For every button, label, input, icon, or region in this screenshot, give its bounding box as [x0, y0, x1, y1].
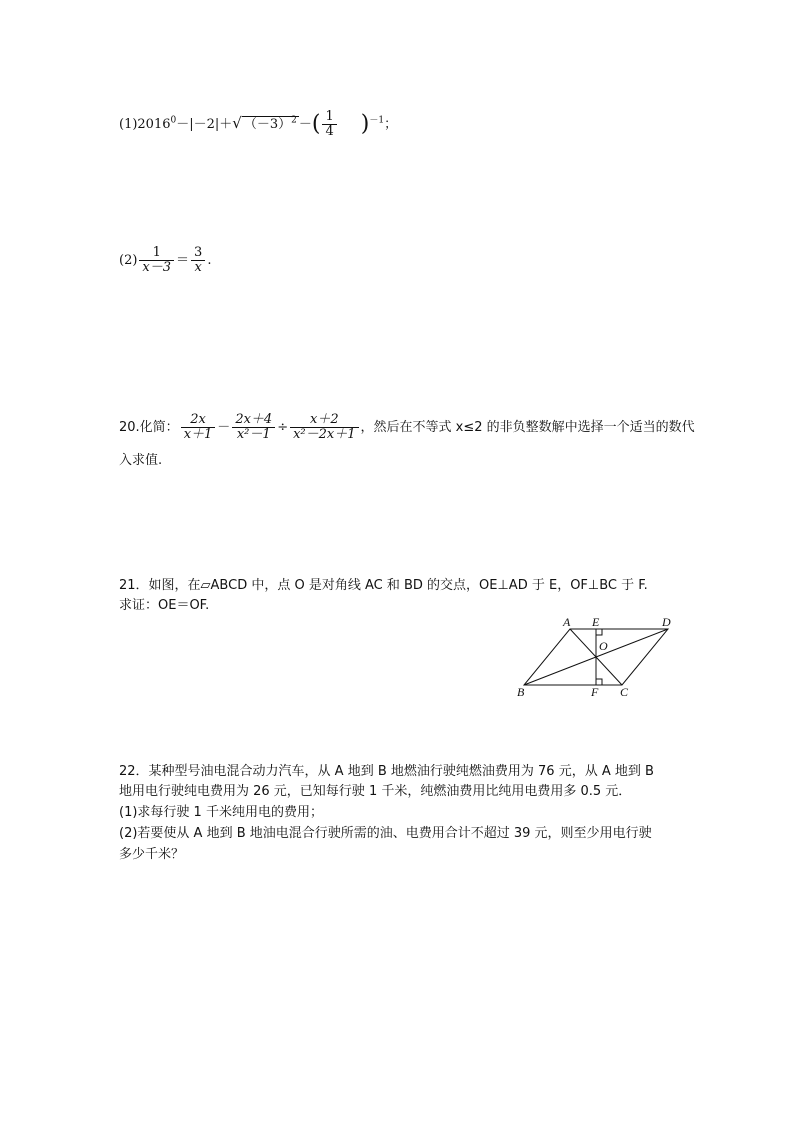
- q19-p1-fraction: $\frac{1}{4}$: [322, 110, 336, 139]
- label-b: B: [517, 685, 525, 699]
- q19-p1-end: ；: [384, 117, 398, 132]
- q22-line2: 地用电行驶纯电费用为 26 元，已知每行驶 1 千米，纯燃油费用比纯用电费用多 0.5 元．: [119, 784, 632, 799]
- q19-p2-end: .: [207, 253, 212, 268]
- q20-frac1: $\frac{2x}{x+1}$: [181, 413, 216, 442]
- q19-p1-radicand: $(-3)^2$: [243, 115, 297, 132]
- label-f: F: [591, 685, 599, 699]
- q20-frac2: $\frac{2x+4}{\text{x²－1}}$: [232, 413, 275, 442]
- q19-p1-minus: －: [298, 117, 312, 132]
- q19-p1-prefix: (1)2016: [119, 117, 171, 132]
- q21-line1: 21．如图，在▱ABCD 中，点 O 是对角线 AC 和 BD 的交点，OE⊥AD 于 E，OF⊥BC 于 F.: [119, 578, 648, 593]
- q20-suffix: ，然后在不等式 x≤2 的非负整数解中选择一个适当的数代: [360, 420, 695, 435]
- q21-line2: 求证：OE＝OF.: [119, 598, 210, 613]
- q20-line2: 入求值.: [119, 453, 163, 468]
- q20-op2: ÷: [277, 420, 289, 435]
- right-angle-e: [596, 629, 602, 635]
- label-e: E: [592, 615, 600, 629]
- sqrt-sign: √: [232, 114, 242, 132]
- paren-right: ): [360, 111, 370, 137]
- q19-p2-lhs: $\frac{1}{x-3}$: [139, 246, 174, 275]
- q19-p1-exp: －1: [369, 115, 385, 126]
- q19-p1-mid: －|－2|＋: [176, 117, 233, 132]
- paren-left: (: [311, 111, 321, 137]
- label-a: A: [563, 615, 571, 629]
- q19-part1: [119, 110, 397, 139]
- q22-line4: (2)若要使从 A 地到 B 地油电混合行驶所需的油、电费用合计不超过 39 元，则至少用电行驶: [119, 826, 652, 841]
- q19-p1-exp0: 0: [170, 115, 177, 126]
- label-c: C: [620, 685, 629, 699]
- q19-p2-rhs: $\frac{3}{x}$: [191, 246, 205, 275]
- q22-line5: 多少千米？: [119, 847, 185, 862]
- q19-part2: [119, 246, 211, 275]
- q19-p2-prefix: (2): [119, 253, 138, 268]
- q20-frac3: $\frac{x+2}{\text{x²－2x＋1}}$: [290, 413, 358, 442]
- label-o: O: [599, 639, 608, 653]
- label-d: D: [662, 615, 671, 629]
- q20-line1: [119, 413, 695, 442]
- q20-op1: －: [217, 420, 231, 435]
- q22-line3: (1)求每行驶 1 千米纯用电的费用；: [119, 805, 323, 820]
- parallelogram-figure: [510, 615, 685, 700]
- q19-p2-eq: ＝: [176, 253, 190, 268]
- q22-line1: 22．某种型号油电混合动力汽车，从 A 地到 B 地燃油行驶纯燃油费用为 76 元，从 A 地到 B: [119, 764, 654, 779]
- q20-prefix: 20.化简：: [119, 420, 179, 435]
